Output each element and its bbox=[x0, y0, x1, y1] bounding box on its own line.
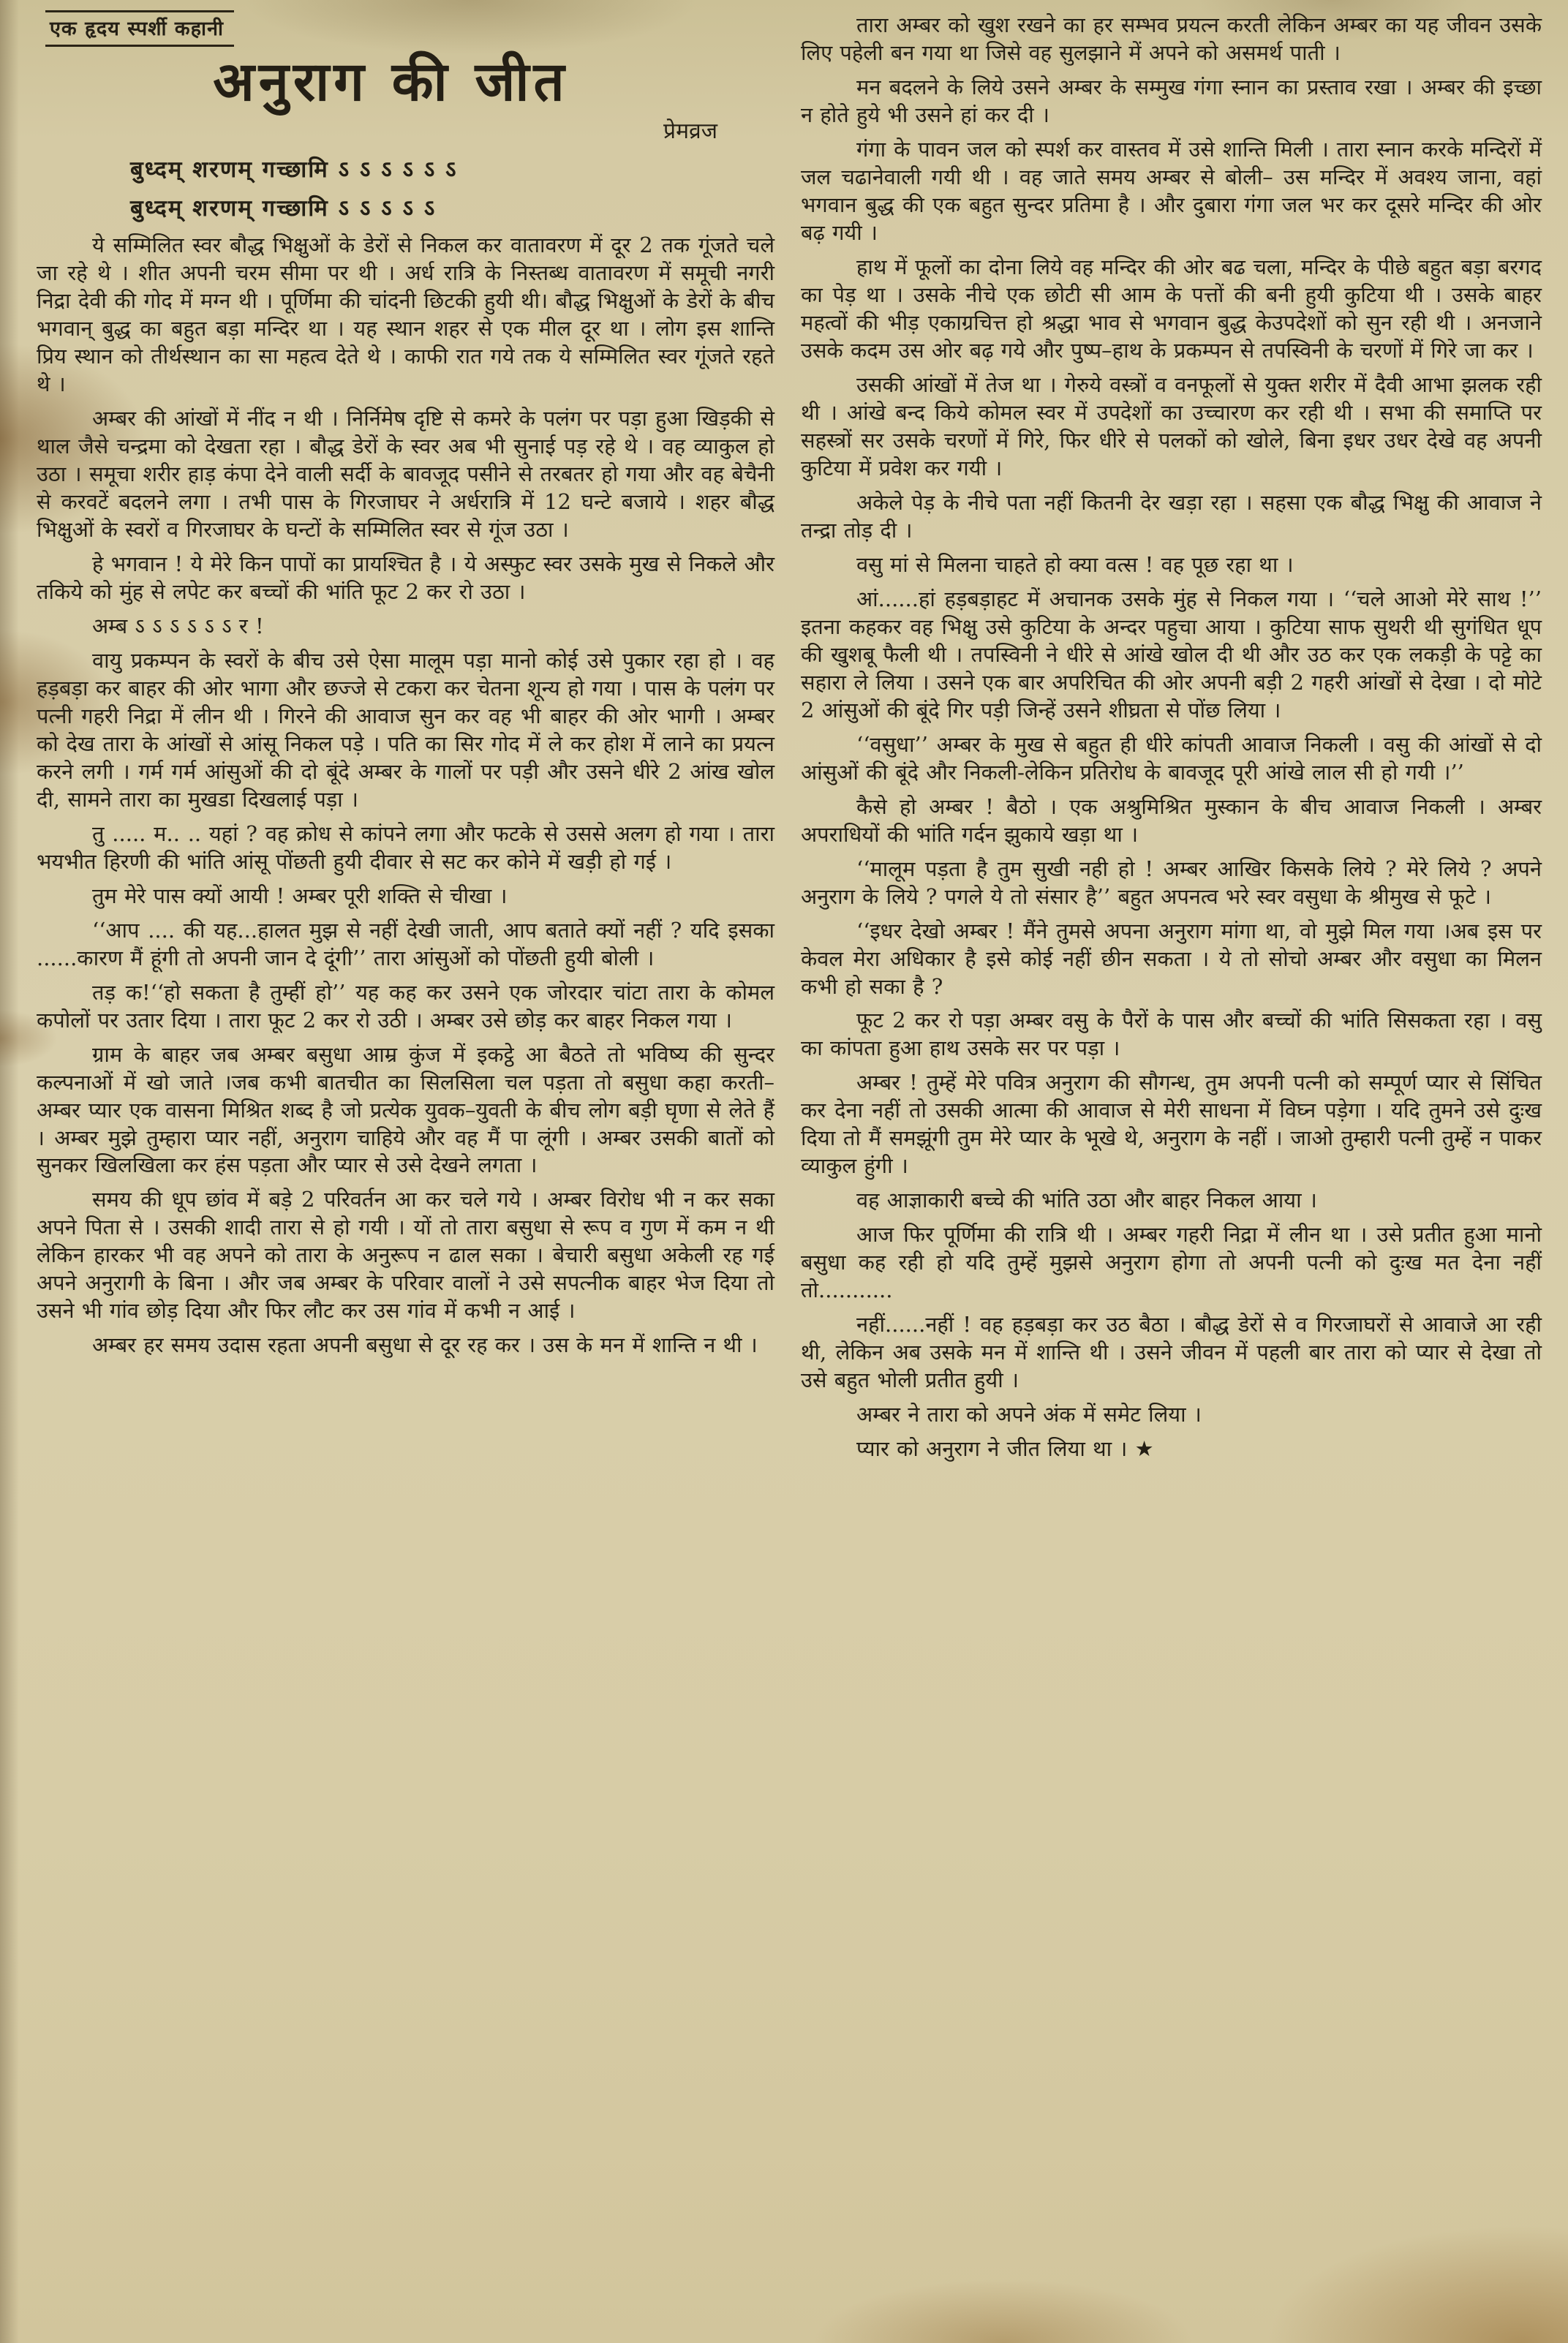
story-paragraph: अम्बर ! तुम्हें मेरे पवित्र अनुराग की सौगन्ध, तुम अपनी पत्नी को सम्पूर्ण प्यार से सिंचित कर देना नहीं तो उसकी आत्मा की आवाज से मेरी साधना में विघ्न पड़ेगा । यदि तुमने उसे दुःख दिया तो मैं समझूंगी तुम मेरे प्यार के भूखे थे, अनुराग के नहीं । जाओ तुम्हारी पत्नी तुम्हें न पाकर व्याकुल हुंगी । bbox=[801, 1070, 1542, 1179]
story-paragraph: तड़ क!‘‘हो सकता है तुम्हीं हो’’ यह कह कर उसने एक जोरदार चांटा तारा के कोमल कपोलों पर उतार दिया । तारा फूट 2 कर रो उठी । अम्बर उसे छोड़ कर बाहर निकल गया । bbox=[37, 979, 774, 1033]
story-paragraph: समय की धूप छांव में बड़े 2 परिवर्तन आ कर चले गये । अम्बर विरोध भी न कर सका अपने पिता से । उसकी शादी तारा से हो गयी । यों तो तारा बसुधा से रूप व गुण में कम न थी लेकिन हारकर भी वह अपने को तारा के अनुरूप न ढाल सका । बेचारी बसुधा अकेली रह गई अपने अनुरागी के बिना । और जब अम्बर के परिवार वालों ने उसे सपत्नीक बाहर भेज दिया तो उसने भी गांव छोड़ दिया और फिर लौट कर उस गांव में कभी न आई । bbox=[37, 1187, 774, 1324]
story-paragraph: अम्बर हर समय उदास रहता अपनी बसुधा से दूर रह कर । उस के मन में शान्ति न थी । bbox=[92, 1332, 758, 1358]
story-paragraph: आज फिर पूर्णिमा की रात्रि थी । अम्बर गहरी निद्रा में लीन था । उसे प्रतीत हुआ मानो बसुधा कह रही हो यदि तुम्हें मुझसे अनुराग होगा तो अपनी पत्नी को दुःख मत देना नहीं तो........... bbox=[801, 1222, 1542, 1303]
story-paragraph: आं......हां हड़बड़ाहट में अचानक उसके मुंह से निकल गया । ‘‘चले आओ मेरे साथ !’’ इतना कहकर वह भिक्षु उसे कुटिया के अन्दर पहुचा आया । कुटिया साफ सुथरी थी सुगंधित धूप की खुशबू फैली थी । तपस्विनी ने धीरे से आंखे खोल दी थी और उठ कर एक लकड़ी के पट्टे का सहारा ले लिया । उसने एक बार अपरिचित की ओर अपनी बड़ी 2 गहरी आंखों से देखा । दो मोटे 2 आंसुओं की बूंदे गिर पड़ी जिन्हें उसने शीघ्रता से पोंछ लिया । bbox=[801, 586, 1542, 722]
story-paragraph: अम्बर ने तारा को अपने अंक में समेट लिया । bbox=[856, 1402, 1202, 1427]
story-paragraph: वायु प्रकम्पन के स्वरों के बीच उसे ऐसा मालूम पड़ा मानो कोई उसे पुकार रहा हो । वह हड़बड़ा कर बाहर की ओर भागा और छज्जे से टकरा कर चेतना शून्य हो गया । पास के पलंग पर पत्नी गहरी निद्रा में लीन थी । गिरने की आवाज सुन कर वह भी बाहर की ओर भागी । अम्बर को देख तारा के आंखों से आंसू निकल पड़े । पति का सिर गोद में ले कर होश में लाने का प्रयत्न करने लगी । गर्म गर्म आंसुओं की दो बूंदे अम्बर के गालों पर पड़ी और उसने धीरे 2 आंख खोल दी, सामने तारा का मुखडा दिखलाई पड़ा । bbox=[37, 647, 774, 812]
page-title: अनुराग की जीत bbox=[213, 50, 569, 113]
chant-line-2: बुध्दम् शरणम् गच्छामि ऽ ऽ ऽ ऽ ऽ bbox=[130, 195, 437, 222]
story-paragraph: उसकी आंखों में तेज था । गेरुये वस्त्रों व वनफूलों से युक्त शरीर में दैवी आभा झलक रही थी । आंखे बन्द किये कोमल स्वर में उपदेशों का उच्चारण कर रही थी । सभा की समाप्ति पर सहस्त्रों सर उसके चरणों में गिरे, फिर धीरे से पलकों को खोले, बिना इधर उधर देखे वह अपनी कुटिया में प्रवेश कर गयी । bbox=[801, 371, 1542, 480]
story-paragraph: ‘‘मालूम पड़ता है तुम सुखी नही हो ! अम्बर आखिर किसके लिये ? मेरे लिये ? अपने अनुराग के लिये ? पगले ये तो संसार है’’ बहुत अपनत्व भरे स्वर वसुधा के श्रीमुख से फूटे । bbox=[801, 856, 1542, 909]
story-paragraph: तुम मेरे पास क्यों आयी ! अम्बर पूरी शक्ति से चीखा । bbox=[92, 883, 508, 908]
story-paragraph: हे भगवान ! ये मेरे किन पापों का प्रायश्चित है । ये अस्फुट स्वर उसके मुख से निकले और तकिये को मुंह से लपेट कर बच्चों की भांति फूट 2 कर रो उठा । bbox=[37, 551, 774, 604]
left-paragraphs bbox=[37, 232, 774, 1359]
story-paragraph: गंगा के पावन जल को स्पर्श कर वास्तव में उसे शान्ति मिली । तारा स्नान करके मन्दिरों में जल चढानेवाली गयी थी । वह जाते समय अम्बर से बोली– उस मन्दिर में अवश्य जाना, वहां भगवान बुद्ध की एक बहुत सुन्दर प्रतिमा है । और दुबारा गंगा जल भर कर दूसरे मन्दिर की ओर बढ़ गयी । bbox=[801, 136, 1542, 245]
two-column-layout bbox=[37, 9, 1542, 1463]
author-name: प्रेमव्रज bbox=[663, 118, 717, 145]
story-paragraph: ‘‘वसुधा’’ अम्बर के मुख से बहुत ही धीरे कांपती आवाज निकली । वसु की आंखों से दो आंसुओं की बूंदे और निकली-लेकिन प्रतिरोध के बावजूद पूरी आंखे लाल सी हो गयी ।’’ bbox=[801, 731, 1542, 785]
right-paragraphs bbox=[801, 12, 1542, 1463]
story-paragraph: ‘‘आप .... की यह...हालत मुझ से नहीं देखी जाती, आप बताते क्यों नहीं ? यदि इसका ......कारण मैं हूंगी तो अपनी जान दे दूंगी’’ तारा आंसुओं को पोंछती हुयी बोली । bbox=[37, 917, 774, 970]
story-paragraph: फूट 2 कर रो पड़ा अम्बर वसु के पैरों के पास और बच्चों की भांति सिसकता रहा । वसु का कांपता हुआ हाथ उसके सर पर पड़ा । bbox=[801, 1008, 1542, 1061]
right-column bbox=[801, 9, 1542, 1463]
story-paragraph: तु ..... म.. .. यहां ? वह क्रोध से कांपने लगा और फटके से उससे अलग हो गया । तारा भयभीत हिरणी की भांति आंसू पोंछती हुयी दीवार से सट कर कोने में खड़ी हो गई । bbox=[37, 820, 774, 874]
story-paragraph: प्यार को अनुराग ने जीत लिया था । ★ bbox=[856, 1436, 1154, 1462]
story-paragraph: अम्बर की आंखों में नींद न थी । निर्निमेष दृष्टि से कमरे के पलंग पर पड़ा हुआ खिड़की से थाल जैसे चन्द्रमा को देखता रहा । बौद्ध डेरों के स्वर अब भी सुनाई पड़ रहे थे । वह व्याकुल हो उठा । समूचा शरीर हाड़ कंपा देने वाली सर्दी के बावजूद पसीने से तरबतर हो गया और वह बेचैनी से करवटें बदलने लगा । तभी पास के गिरजाघर ने अर्धरात्रि में 12 घन्टे बजाये । शहर बौद्ध भिक्षुओं के स्वरों व गिरजाघर के घन्टों के सम्मिलित स्वर से गूंज उठा । bbox=[37, 405, 775, 542]
chant-line-1: बुध्दम् शरणम् गच्छामि ऽ ऽ ऽ ऽ ऽ ऽ bbox=[130, 156, 458, 184]
story-paragraph: वह आज्ञाकारी बच्चे की भांति उठा और बाहर निकल आया । bbox=[856, 1188, 1317, 1213]
story-paragraph: कैसे हो अम्बर ! बैठो । एक अश्रुमिश्रित मुस्कान के बीच आवाज निकली । अम्बर अपराधियों की भांति गर्दन झुकाये खड़ा था । bbox=[801, 793, 1542, 847]
story-paragraph: अम्ब ऽ ऽ ऽ ऽ ऽ ऽ र ! bbox=[92, 613, 264, 638]
story-category-tag: एक हृदय स्पर्शी कहानी bbox=[45, 10, 234, 47]
story-paragraph: तारा अम्बर को खुश रखने का हर सम्भव प्रयत्न करती लेकिन अम्बर का यह जीवन उसके लिए पहेली बन गया था जिसे वह सुलझाने में अपने को असमर्थ पाती । bbox=[801, 12, 1542, 65]
left-column bbox=[37, 9, 774, 1359]
story-paragraph: अकेले पेड़ के नीचे पता नहीं कितनी देर खड़ा रहा । सहसा एक बौद्ध भिक्षु की आवाज ने तन्द्रा तोड़ दी । bbox=[801, 489, 1542, 543]
story-paragraph: ‘‘इधर देखो अम्बर ! मैंने तुमसे अपना अनुराग मांगा था, वो मुझे मिल गया ।अब इस पर केवल मेरा अधिकार है इसे कोई नहीं छीन सकता । ये तो सोचो अम्बर और वसुधा का मिलन कभी हो सका है ? bbox=[801, 918, 1542, 999]
story-paragraph: ग्राम के बाहर जब अम्बर बसुधा आम्र कुंज में इकट्ठे आ बैठते तो भविष्य की सुन्दर कल्पनाओं में खो जाते ।जब कभी बातचीत का सिलसिला चल पड़ता तो बसुधा कहा करती–अम्बर प्यार एक वासना मिश्रित शब्द है जो प्रत्येक युवक–युवती के बीच लोग बड़ी घृणा से लेते हैं । अम्बर मुझे तुम्हारा प्यार नहीं, अनुराग चाहिये और वह मैं पा लूंगी । अम्बर उसकी बातों को सुनकर खिलखिला कर हंस पड़ता और प्यार से उसे देखने लगता । bbox=[37, 1041, 774, 1178]
story-paragraph: वसु मां से मिलना चाहते हो क्या वत्स ! वह पूछ रहा था । bbox=[856, 551, 1294, 577]
story-paragraph: ये सम्मिलित स्वर बौद्ध भिक्षुओं के डेरों से निकल कर वातावरण में दूर 2 तक गूंजते चले जा रहे थे । शीत अपनी चरम सीमा पर थी । अर्ध रात्रि के निस्तब्ध वातावरण में समूची नगरी निद्रा देवी की गोद में मग्न थी । पूर्णिमा की चांदनी छिटकी हुयी थी। बौद्ध भिक्षुओं के डेरों के बीच भगवान् बुद्ध का बहुत बड़ा मन्दिर था । यह स्थान शहर से एक मील दूर था । लोग इस शान्ति प्रिय स्थान को तीर्थस्थान का सा महत्व देते थे । काफी रात गये तक ये सम्मिलित स्वर गूंजते रहते थे । bbox=[37, 232, 774, 396]
story-paragraph: हाथ में फूलों का दोना लिये वह मन्दिर की ओर बढ चला, मन्दिर के पीछे बहुत बड़ा बरगद का पेड़ था । उसके नीचे एक छोटी सी आम के पत्तों की बनी हुयी कुटिया थी । उसके बाहर महत्वों की भीड़ एकाग्रचित्त हो श्रद्धा भाव से भगवान बुद्ध केउपदेशों को सुन रही थी । अनजाने उसके कदम उस ओर बढ़ गये और पुष्प–हाथ के प्रकम्पन से तपस्विनी के चरणों में गिरे जा कर । bbox=[801, 254, 1542, 363]
story-paragraph: नहीं......नहीं ! वह हड़बड़ा कर उठ बैठा । बौद्ध डेरों से व गिरजाघरों से आवाजे आ रही थी, लेकिन अब उसके मन में शान्ति थी । उसने जीवन में पहली बार तारा को प्यार से देखा तो उसे बहुत भोली प्रतीत हुयी । bbox=[801, 1312, 1542, 1393]
story-paragraph: मन बदलने के लिये उसने अम्बर के सम्मुख गंगा स्नान का प्रस्ताव रखा । अम्बर की इच्छा न होते हुये भी उसने हां कर दी । bbox=[801, 74, 1542, 127]
